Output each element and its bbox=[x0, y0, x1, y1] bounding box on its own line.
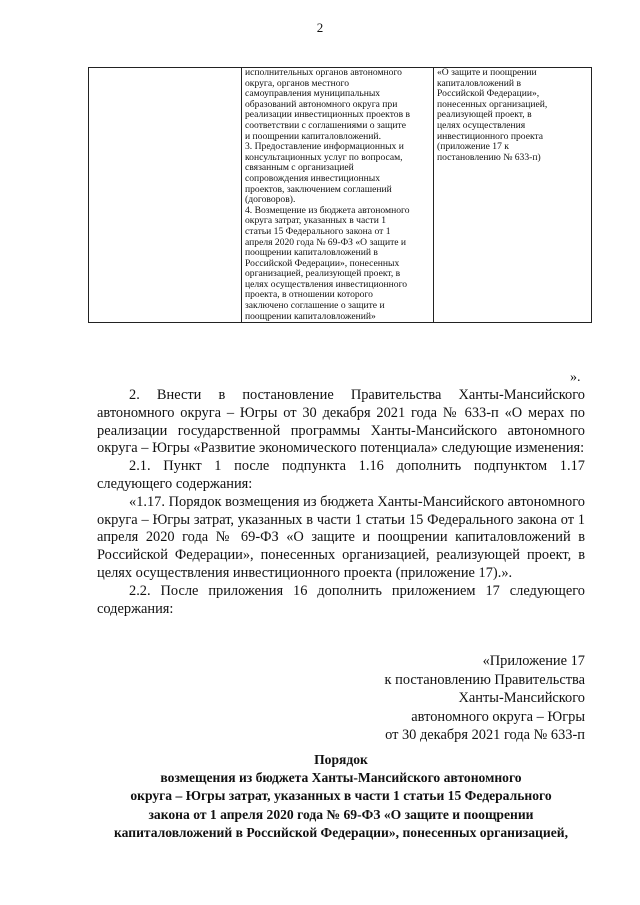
title-line: возмещения из бюджета Ханты-Мансийского автономного bbox=[160, 770, 522, 786]
table-closing-mark: ». bbox=[570, 370, 581, 385]
appendix-ref-line: «Приложение 17 bbox=[482, 653, 585, 669]
main-text bbox=[97, 387, 585, 618]
table-cell-line: образований автономного округа при bbox=[245, 98, 398, 110]
table-cell-line: статьи 15 Федерального закона от 1 bbox=[245, 225, 391, 237]
title-line: Порядок bbox=[314, 752, 368, 767]
document-title bbox=[97, 751, 585, 842]
paragraph-1-17: «1.17. Порядок возмещения из бюджета Ханты-Мансийского автономного округа – Югры затрат, указанных в части 1 статьи 15 Федерального закона от 1 апреля 2020 года № 69-ФЗ «О защите и поощрении капиталовложений в Российской Федерации», понесенных организацией, реализующей проект, в целях осуществления инвестиционного проекта (приложение 17).». bbox=[97, 493, 585, 581]
appendix-ref-line: от 30 декабря 2021 года № 633-п bbox=[385, 727, 585, 743]
table-cell-line: Российской Федерации», понесенных bbox=[245, 257, 400, 269]
paragraph-2-2: 2.2. После приложения 16 дополнить приложением 17 следующего содержания: bbox=[97, 582, 585, 617]
paragraph-2: 2. Внести в постановление Правительства Ханты-Мансийского автономного округа – Югры от 30 декабря 2021 года № 633-п «О мерах по реализации государственной программы Ханты-Мансийского автономного округа – Югры «Развитие экономического потенциала» следующие изменения: bbox=[97, 387, 585, 457]
table-cell-line: капиталовложений в bbox=[437, 77, 521, 89]
table-cell-line: связанным с организацией bbox=[245, 162, 354, 174]
appendix-ref-line: к постановлению Правительства bbox=[384, 671, 585, 688]
table-cell-line: поощрении капиталовложений» bbox=[245, 310, 376, 322]
appendix-reference bbox=[330, 652, 585, 745]
table-cell-line: и поощрении капиталовложений. bbox=[245, 130, 381, 142]
title-line: закона от 1 апреля 2020 года № 69-ФЗ «О защите и поощрении bbox=[148, 806, 534, 822]
appendix-ref-line: автономного округа – Югры bbox=[411, 708, 585, 725]
table-cell-line: реализации инвестиционных проектов в bbox=[245, 109, 411, 121]
table-cell-line: исполнительных органов автономного bbox=[245, 67, 402, 78]
table-cell-empty bbox=[89, 68, 242, 323]
table-row bbox=[89, 68, 592, 323]
table-cell-line: (договоров). bbox=[245, 194, 296, 206]
table-cell-line: соответствии с соглашениями о защите bbox=[245, 119, 406, 131]
table-cell-line: организацией, реализующей проект, в bbox=[245, 268, 401, 280]
table-cell-line: понесенных организацией, bbox=[437, 98, 548, 110]
page-number: 2 bbox=[316, 20, 324, 35]
table-cell-line: поощрении капиталовложений в bbox=[245, 247, 378, 259]
title-line: капиталовложений в Российской Федерации», понесенных организацией, bbox=[114, 824, 568, 840]
table-cell-line: сопровождения инвестиционных bbox=[245, 172, 381, 184]
table-cell-line: апреля 2020 года № 69-ФЗ «О защите и bbox=[245, 236, 407, 248]
table-cell-line: «О защите и поощрении bbox=[437, 67, 537, 78]
table-cell-line: Российской Федерации», bbox=[437, 88, 540, 100]
table-cell-right bbox=[434, 68, 592, 323]
table-cell-middle bbox=[242, 68, 434, 323]
table-cell-line: округа, органов местного bbox=[245, 77, 350, 89]
table-cell-line: (приложение 17 к bbox=[437, 141, 509, 153]
table-cell-line: целях осуществления bbox=[437, 119, 526, 131]
table-cell-line: реализующей проект, в bbox=[437, 109, 532, 121]
table-fragment bbox=[88, 67, 592, 323]
paragraph-2-1: 2.1. Пункт 1 после подпункта 1.16 дополнить подпунктом 1.17 следующего содержания: bbox=[97, 458, 585, 492]
table-cell-line: целях осуществления инвестиционного bbox=[245, 278, 408, 290]
table-cell-line: инвестиционного проекта bbox=[437, 130, 544, 142]
table-cell-line: округа затрат, указанных в части 1 bbox=[245, 215, 387, 227]
appendix-ref-line: Ханты-Мансийского bbox=[458, 690, 585, 706]
table-cell-line: постановлению № 633-п) bbox=[437, 151, 541, 163]
table-cell-line: 3. Предоставление информационных и bbox=[245, 141, 404, 153]
table-cell-line: проектов, заключением соглашений bbox=[245, 183, 392, 195]
title-line: округа – Югры затрат, указанных в части 1 статьи 15 Федерального bbox=[130, 788, 552, 804]
table-cell-line: консультационных услуг по вопросам, bbox=[245, 151, 403, 163]
table-cell-line: 4. Возмещение из бюджета автономного bbox=[245, 204, 410, 216]
table-cell-line: самоуправления муниципальных bbox=[245, 88, 381, 100]
table-cell-line: проекта, в отношении которого bbox=[245, 289, 373, 301]
table-cell-line: заключено соглашение о защите и bbox=[245, 300, 385, 312]
